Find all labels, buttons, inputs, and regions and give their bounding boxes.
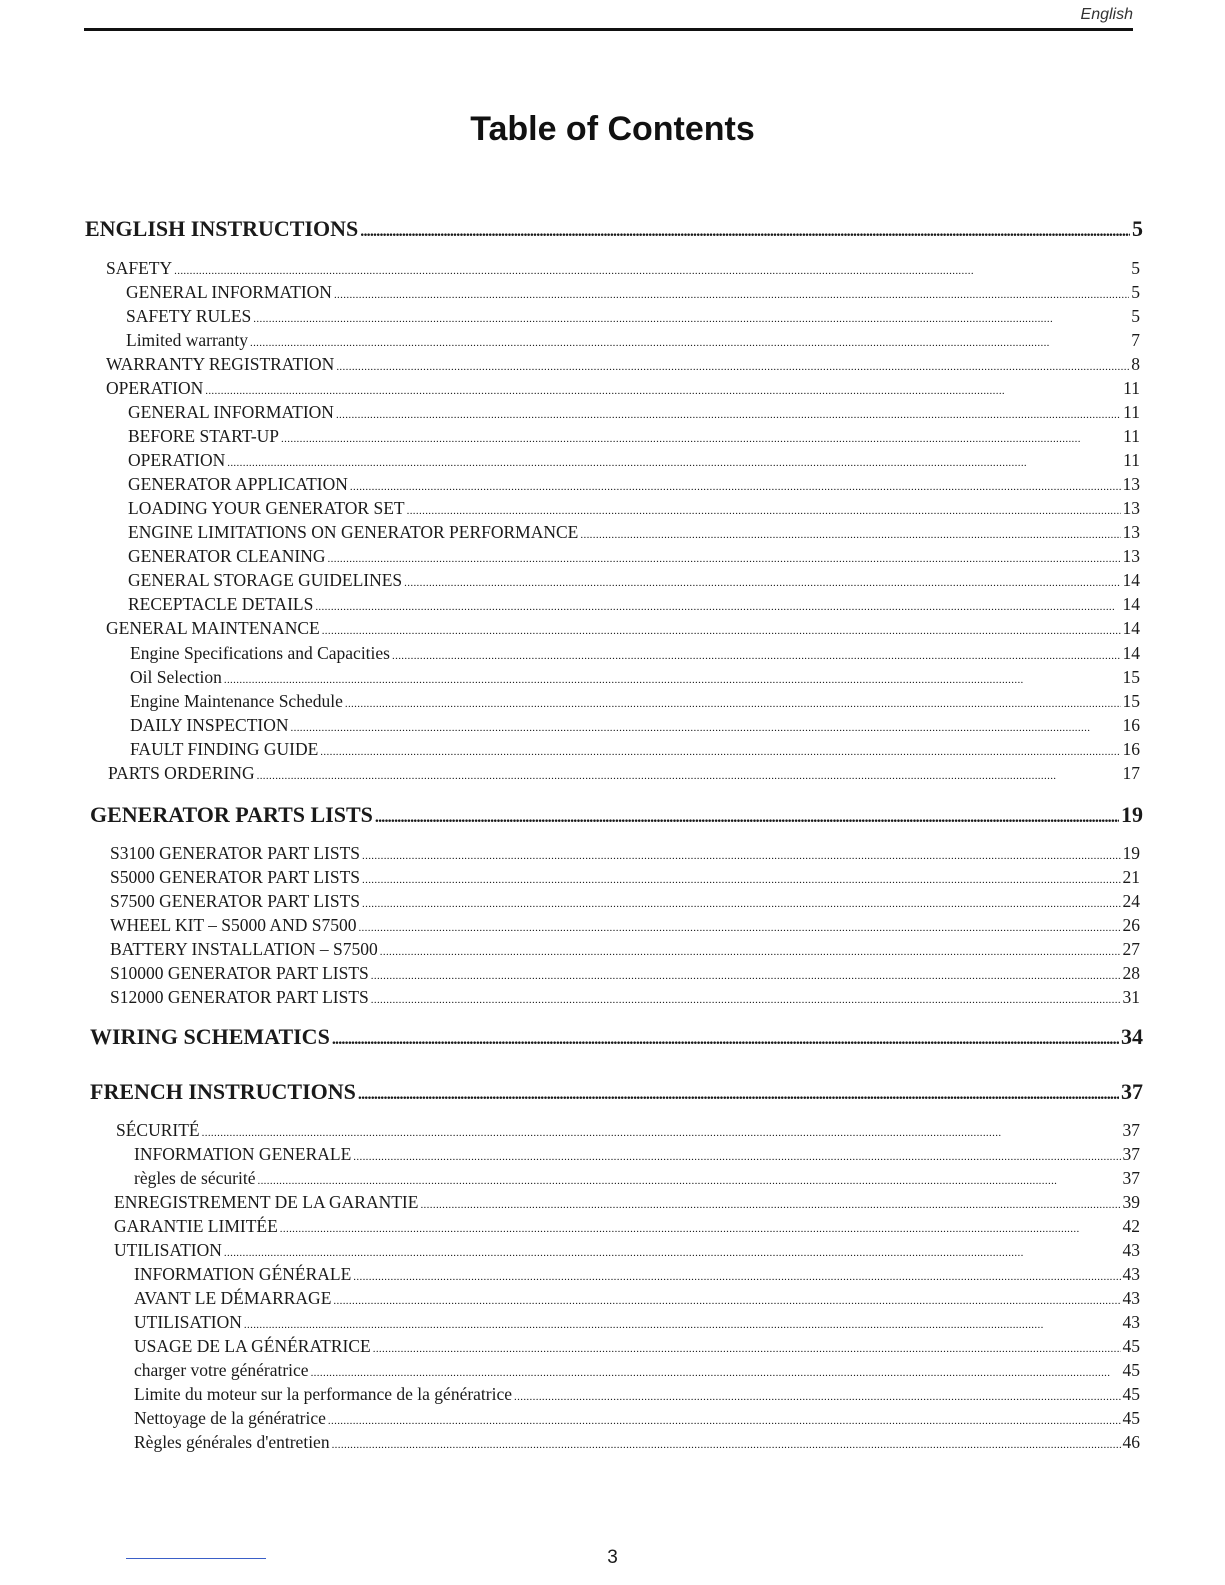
toc-entry-page: 43 [1122, 1288, 1140, 1308]
toc-entry-page: 24 [1122, 891, 1140, 911]
toc-entry[interactable] [110, 845, 1140, 863]
toc-entry-page: 19 [1122, 843, 1140, 863]
toc-entry-page: 42 [1122, 1216, 1140, 1236]
toc-entry[interactable] [130, 645, 1140, 663]
toc-entry-label: DAILY INSPECTION [130, 715, 289, 735]
dot-leader [407, 500, 1121, 518]
toc-entry[interactable] [110, 965, 1140, 983]
dot-leader [420, 1194, 1120, 1212]
toc-entry-label: Limited warranty [126, 330, 248, 350]
dot-leader [362, 845, 1121, 863]
toc-entry[interactable] [130, 717, 1140, 735]
toc-entry-page: 28 [1122, 963, 1140, 983]
toc-entry-page: 27 [1122, 939, 1140, 959]
dot-leader [353, 1266, 1120, 1284]
dot-leader [320, 741, 1120, 759]
dot-leader [362, 869, 1121, 887]
dot-leader [291, 717, 1121, 735]
dot-leader [380, 941, 1121, 959]
toc-entry-page: 45 [1122, 1384, 1140, 1404]
toc-entry-page: 34 [1121, 1024, 1143, 1049]
toc-entry-page: 16 [1122, 715, 1140, 735]
toc-entry-label: GENERAL MAINTENANCE [106, 618, 320, 638]
dot-leader [353, 1146, 1120, 1164]
dot-leader [392, 645, 1121, 663]
toc-section-entry[interactable] [90, 1026, 1143, 1048]
toc-entry-label: Engine Maintenance Schedule [130, 691, 343, 711]
toc-entry[interactable] [106, 380, 1140, 398]
header-language-label: English [1080, 6, 1133, 23]
toc-entry-label: UTILISATION [114, 1240, 222, 1260]
toc-section-entry[interactable] [90, 804, 1143, 826]
toc-entry[interactable] [106, 356, 1140, 374]
toc-entry-page: 37 [1121, 1079, 1143, 1104]
toc-entry-page: 43 [1122, 1240, 1140, 1260]
toc-entry-label: Engine Specifications and Capacities [130, 643, 390, 663]
footer-line [126, 1558, 266, 1559]
toc-entry-label: charger votre génératrice [134, 1360, 309, 1380]
toc-entry-label: SAFETY RULES [126, 306, 252, 326]
toc-entry-label: LOADING YOUR GENERATOR SET [128, 498, 405, 518]
dot-leader [362, 893, 1121, 911]
toc-entry-page: 13 [1122, 474, 1140, 494]
dot-leader [345, 693, 1121, 711]
dot-leader [253, 308, 1129, 326]
toc-entry-label: Règles générales d'entretien [134, 1432, 330, 1452]
dot-leader [328, 548, 1121, 566]
toc-entry-page: 11 [1123, 378, 1140, 398]
dot-leader [336, 356, 1129, 374]
toc-entry-page: 8 [1131, 354, 1140, 374]
dot-leader [257, 765, 1121, 783]
dot-leader [358, 1081, 1119, 1103]
dot-leader [332, 1026, 1119, 1048]
toc-entry-label: PARTS ORDERING [108, 763, 255, 783]
toc-entry-label: ENGLISH INSTRUCTIONS [85, 216, 359, 241]
toc-entry-page: 14 [1122, 618, 1140, 638]
toc-entry[interactable] [134, 1434, 1140, 1452]
toc-entry-page: 14 [1122, 643, 1140, 663]
toc-entry[interactable] [126, 308, 1140, 326]
toc-entry-page: 37 [1122, 1168, 1140, 1188]
toc-entry[interactable] [128, 404, 1140, 422]
toc-entry[interactable] [128, 500, 1140, 518]
toc-entry[interactable] [116, 1122, 1140, 1140]
toc-entry[interactable] [134, 1266, 1140, 1284]
dot-leader [311, 1362, 1121, 1380]
toc-entry[interactable] [128, 572, 1140, 590]
toc-entry-label: S7500 GENERATOR PART LISTS [110, 891, 360, 911]
toc-entry-page: 26 [1122, 915, 1140, 935]
toc-entry[interactable] [134, 1146, 1140, 1164]
dot-leader [580, 524, 1120, 542]
toc-entry[interactable] [134, 1362, 1140, 1380]
toc-entry[interactable] [134, 1170, 1140, 1188]
toc-entry[interactable] [130, 693, 1140, 711]
toc-entry[interactable] [106, 620, 1140, 638]
toc-entry-page: 5 [1131, 258, 1140, 278]
toc-entry[interactable] [128, 476, 1140, 494]
toc-entry[interactable] [128, 596, 1140, 614]
toc-entry[interactable] [110, 917, 1140, 935]
toc-entry[interactable] [134, 1314, 1140, 1332]
toc-entry-page: 19 [1121, 802, 1143, 827]
dot-leader [250, 332, 1129, 350]
dot-leader [333, 1290, 1120, 1308]
toc-entry-page: 31 [1122, 987, 1140, 1007]
toc-entry-page: 46 [1122, 1432, 1140, 1452]
toc-entry-page: 17 [1122, 763, 1140, 783]
dot-leader [373, 1338, 1121, 1356]
toc-entry-label: INFORMATION GENERALE [134, 1144, 352, 1164]
toc-entry[interactable] [130, 669, 1140, 687]
dot-leader [244, 1314, 1121, 1332]
toc-entry-label: GENERATOR APPLICATION [128, 474, 348, 494]
toc-entry[interactable] [110, 869, 1140, 887]
toc-entry-label: ENREGISTREMENT DE LA GARANTIE [114, 1192, 419, 1212]
dot-leader [322, 620, 1121, 638]
toc-entry-page: 11 [1123, 402, 1140, 422]
toc-entry-label: WHEEL KIT – S5000 AND S7500 [110, 915, 357, 935]
toc-entry-label: GARANTIE LIMITÉE [114, 1216, 278, 1236]
dot-leader [360, 218, 1130, 240]
toc-entry[interactable] [128, 452, 1140, 470]
toc-entry-label: USAGE DE LA GÉNÉRATRICE [134, 1336, 371, 1356]
toc-entry-page: 13 [1122, 498, 1140, 518]
toc-entry-page: 37 [1122, 1144, 1140, 1164]
dot-leader [334, 284, 1129, 302]
toc-entry-label: SAFETY [106, 258, 173, 278]
toc-entry-page: 15 [1122, 667, 1140, 687]
dot-leader [332, 1434, 1121, 1452]
toc-entry-label: GENERATOR PARTS LISTS [90, 802, 373, 827]
dot-leader [281, 428, 1121, 446]
toc-entry[interactable] [126, 284, 1140, 302]
dot-leader [350, 476, 1121, 494]
toc-entry-label: WIRING SCHEMATICS [90, 1024, 330, 1049]
toc-entry-label: FRENCH INSTRUCTIONS [90, 1079, 356, 1104]
toc-entry-label: BEFORE START-UP [128, 426, 280, 446]
toc-entry[interactable] [114, 1242, 1140, 1260]
toc-entry-page: 45 [1122, 1408, 1140, 1428]
toc-section-entry[interactable] [90, 1081, 1143, 1103]
dot-leader [315, 596, 1120, 614]
toc-entry-label: S5000 GENERATOR PART LISTS [110, 867, 360, 887]
toc-entry[interactable] [134, 1290, 1140, 1308]
toc-entry[interactable] [108, 765, 1140, 783]
toc-section-entry[interactable] [85, 218, 1143, 240]
dot-leader [174, 260, 1129, 278]
toc-entry-label: S12000 GENERATOR PART LISTS [110, 987, 369, 1007]
dot-leader [371, 989, 1121, 1007]
toc-entry[interactable] [110, 989, 1140, 1007]
toc-entry-label: GENERATOR CLEANING [128, 546, 326, 566]
toc-entry-label: UTILISATION [134, 1312, 242, 1332]
dot-leader [514, 1386, 1120, 1404]
toc-entry-page: 13 [1122, 546, 1140, 566]
dot-leader [205, 380, 1121, 398]
toc-entry-page: 21 [1122, 867, 1140, 887]
toc-entry-label: GENERAL INFORMATION [126, 282, 332, 302]
dot-leader [257, 1170, 1120, 1188]
toc-entry-label: SÉCURITÉ [116, 1120, 200, 1140]
dot-leader [328, 1410, 1121, 1428]
toc-entry-label: Limite du moteur sur la performance de la génératrice [134, 1384, 513, 1404]
toc-entry[interactable] [110, 893, 1140, 911]
dot-leader [371, 965, 1121, 983]
toc-entry-page: 14 [1122, 594, 1140, 614]
toc-entry-page: 5 [1132, 216, 1143, 241]
toc-entry-label: ENGINE LIMITATIONS ON GENERATOR PERFORMANCE [128, 522, 579, 542]
toc-entry-label: S10000 GENERATOR PART LISTS [110, 963, 369, 983]
toc-entry-label: GENERAL INFORMATION [128, 402, 334, 422]
toc-entry-page: 43 [1122, 1264, 1140, 1284]
dot-leader [227, 452, 1121, 470]
toc-entry-label: Oil Selection [130, 667, 222, 687]
dot-leader [375, 804, 1119, 826]
toc-entry-page: 13 [1122, 522, 1140, 542]
page-number: 3 [607, 1547, 618, 1568]
toc-entry-page: 43 [1122, 1312, 1140, 1332]
dot-leader [280, 1218, 1121, 1236]
toc-entry-label: Nettoyage de la génératrice [134, 1408, 326, 1428]
toc-entry-page: 45 [1122, 1336, 1140, 1356]
toc-entry-label: INFORMATION GÉNÉRALE [134, 1264, 352, 1284]
toc-entry-page: 5 [1131, 306, 1140, 326]
header-rule [84, 28, 1133, 31]
toc-entry-label: FAULT FINDING GUIDE [130, 739, 319, 759]
dot-leader [358, 917, 1120, 935]
toc-entry-label: GENERAL STORAGE GUIDELINES [128, 570, 403, 590]
toc-entry[interactable] [130, 741, 1140, 759]
toc-entry[interactable] [134, 1386, 1140, 1404]
toc-entry[interactable] [134, 1410, 1140, 1428]
toc-entry-label: S3100 GENERATOR PART LISTS [110, 843, 360, 863]
toc-entry[interactable] [128, 524, 1140, 542]
toc-entry[interactable] [134, 1338, 1140, 1356]
toc-entry-page: 5 [1131, 282, 1140, 302]
toc-entry-page: 16 [1122, 739, 1140, 759]
toc-entry-page: 7 [1131, 330, 1140, 350]
toc-entry-label: BATTERY INSTALLATION – S7500 [110, 939, 378, 959]
toc-entry[interactable] [114, 1194, 1140, 1212]
toc-entry-label: RECEPTACLE DETAILS [128, 594, 314, 614]
dot-leader [404, 572, 1120, 590]
toc-entry-label: OPERATION [106, 378, 204, 398]
toc-entry-page: 11 [1123, 426, 1140, 446]
dot-leader [202, 1122, 1121, 1140]
page-title: Table of Contents [470, 110, 755, 148]
dot-leader [336, 404, 1121, 422]
toc-entry[interactable] [128, 548, 1140, 566]
toc-entry-label: WARRANTY REGISTRATION [106, 354, 335, 374]
dot-leader [224, 1242, 1121, 1260]
toc-entry[interactable] [128, 428, 1140, 446]
toc-entry-label: AVANT LE DÉMARRAGE [134, 1288, 332, 1308]
dot-leader [224, 669, 1121, 687]
toc-entry-label: OPERATION [128, 450, 226, 470]
toc-entry-page: 39 [1122, 1192, 1140, 1212]
toc-entry[interactable] [110, 941, 1140, 959]
toc-entry-page: 11 [1123, 450, 1140, 470]
toc-entry[interactable] [114, 1218, 1140, 1236]
toc-entry-page: 45 [1122, 1360, 1140, 1380]
toc-entry-page: 14 [1122, 570, 1140, 590]
toc-entry[interactable] [106, 260, 1140, 278]
toc-entry[interactable] [126, 332, 1140, 350]
toc-entry-label: règles de sécurité [134, 1168, 256, 1188]
toc-entry-page: 15 [1122, 691, 1140, 711]
toc-entry-page: 37 [1122, 1120, 1140, 1140]
